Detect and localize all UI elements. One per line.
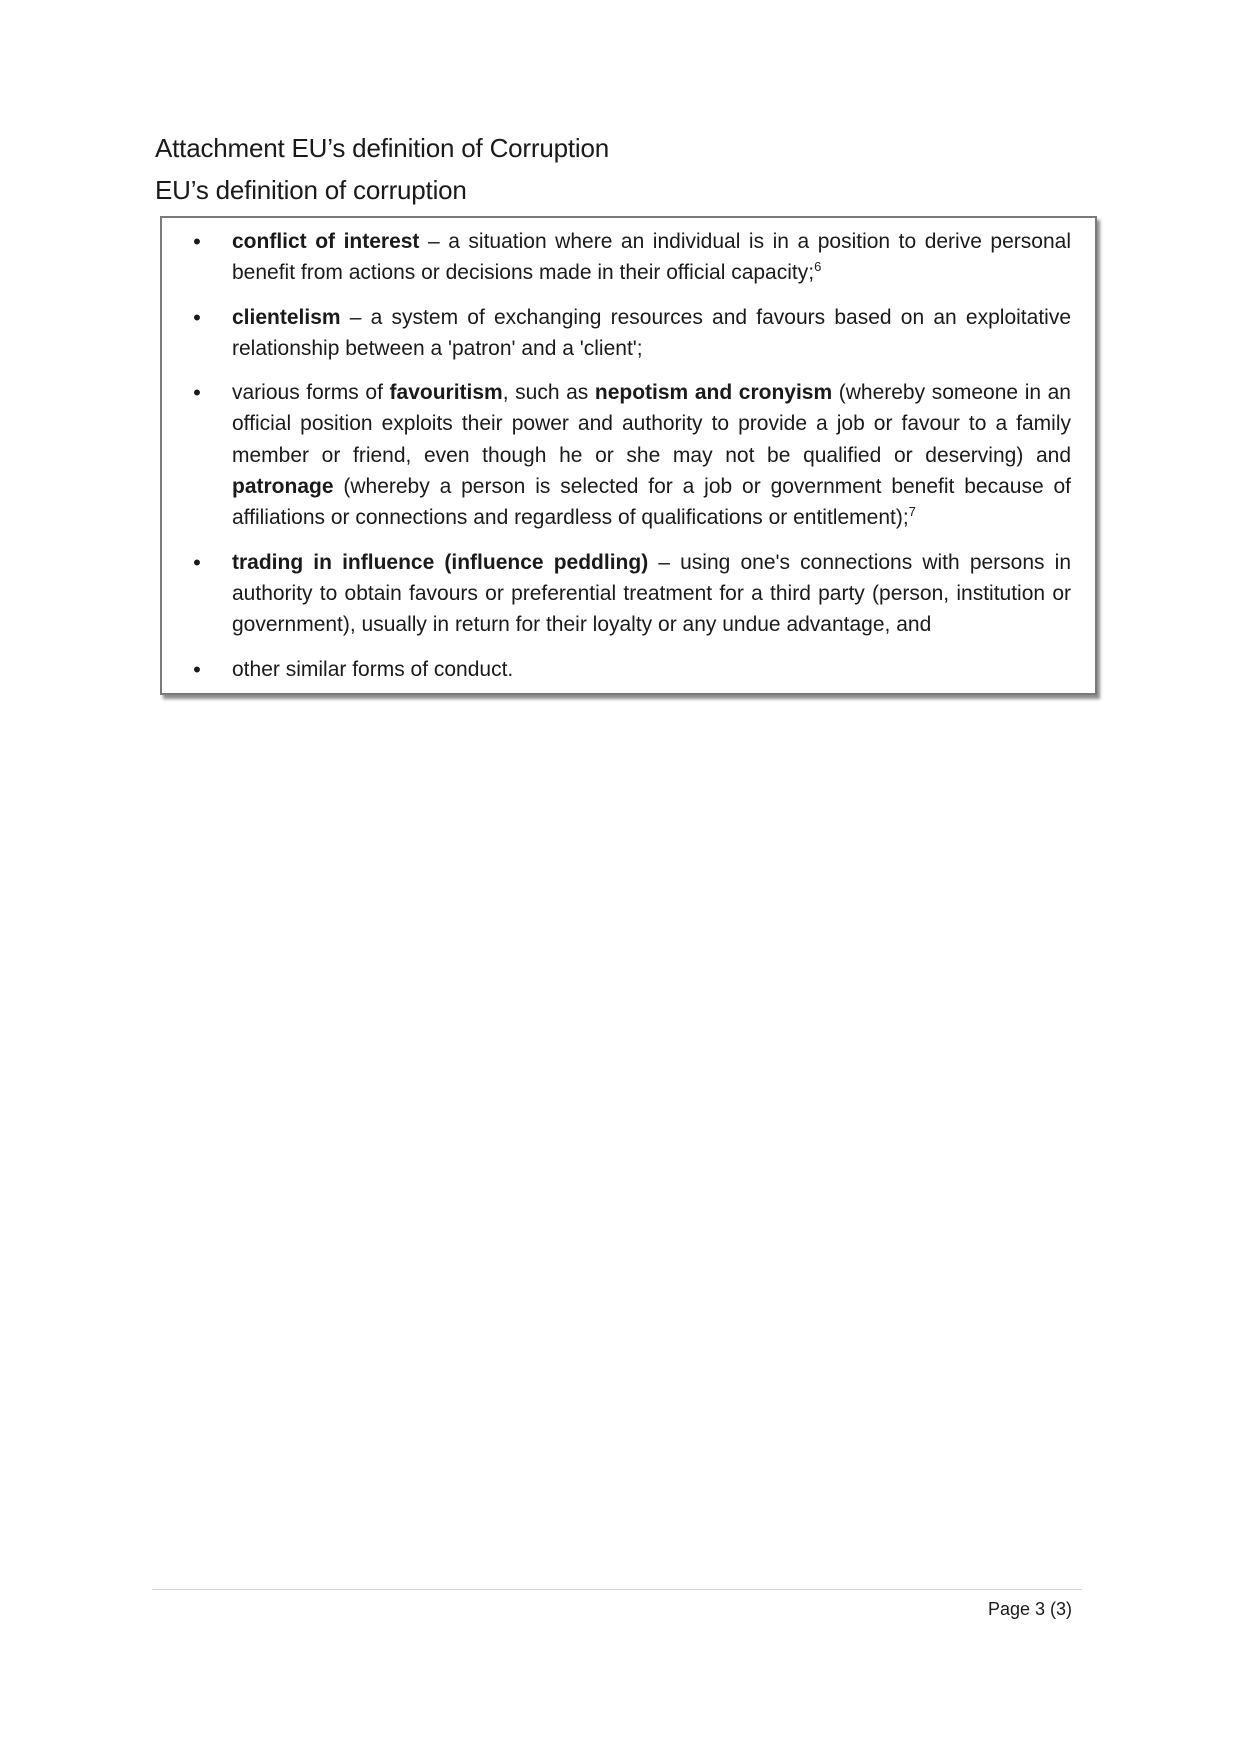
list-item-trading-in-influence <box>190 547 1071 641</box>
term-clientelism: clientelism <box>232 305 341 329</box>
definition-text: , such as <box>502 381 595 405</box>
list-item-favouritism <box>190 377 1071 533</box>
definition-text: (whereby a person is selected for a job or government benefit because of affiliations or connections and regardless of qualifications or entitlement); <box>232 475 1071 530</box>
bullet-icon: • <box>193 549 201 575</box>
term-trading-in-influence: trading in influence (influence peddling) <box>232 550 649 574</box>
list-item-other-conduct <box>190 654 1071 685</box>
section-title: EU’s definition of corruption <box>155 175 467 205</box>
definition-text: – a system of exchanging resources and favours based on an exploitative relationship between a 'patron' and a 'client'; <box>232 305 1071 360</box>
list-item-clientelism <box>190 302 1071 365</box>
term-patronage: patronage <box>232 475 334 499</box>
attachment-title: Attachment EU’s definition of Corruption <box>155 133 609 163</box>
term-favouritism: favouritism <box>389 381 503 405</box>
footnote-ref[interactable]: 6 <box>814 259 822 275</box>
term-nepotism-cronyism: nepotism and cronyism <box>594 381 833 405</box>
footer-divider <box>152 1589 1082 1590</box>
definition-box <box>160 216 1097 695</box>
list-item-conflict-of-interest <box>190 226 1071 289</box>
definition-text: – a situation where an individual is in a position to derive personal benefit from actions or decisions made in their official capacity; <box>232 230 1071 285</box>
definition-text: other similar forms of conduct. <box>232 657 514 681</box>
definition-text: – using one's connections with persons in authority to obtain favours or preferential treatment for a third party (person, institution or government), usually in return for their loyalty or any undue advantage, and <box>232 550 1072 637</box>
page-number: Page 3 (3) <box>987 1599 1072 1619</box>
bullet-icon: • <box>193 380 201 406</box>
bullet-icon: • <box>193 656 201 682</box>
definition-text: (whereby someone in an official position exploits their power and authority to provide a job or favour to a family member or friend, even though he or she may not be qualified or deserving) and <box>232 381 1071 467</box>
bullet-icon: • <box>193 229 201 254</box>
bullet-icon: • <box>193 304 201 330</box>
definition-text: various forms of <box>232 381 390 405</box>
term-conflict-of-interest: conflict of interest <box>232 230 420 253</box>
footnote-ref[interactable]: 7 <box>908 504 916 520</box>
